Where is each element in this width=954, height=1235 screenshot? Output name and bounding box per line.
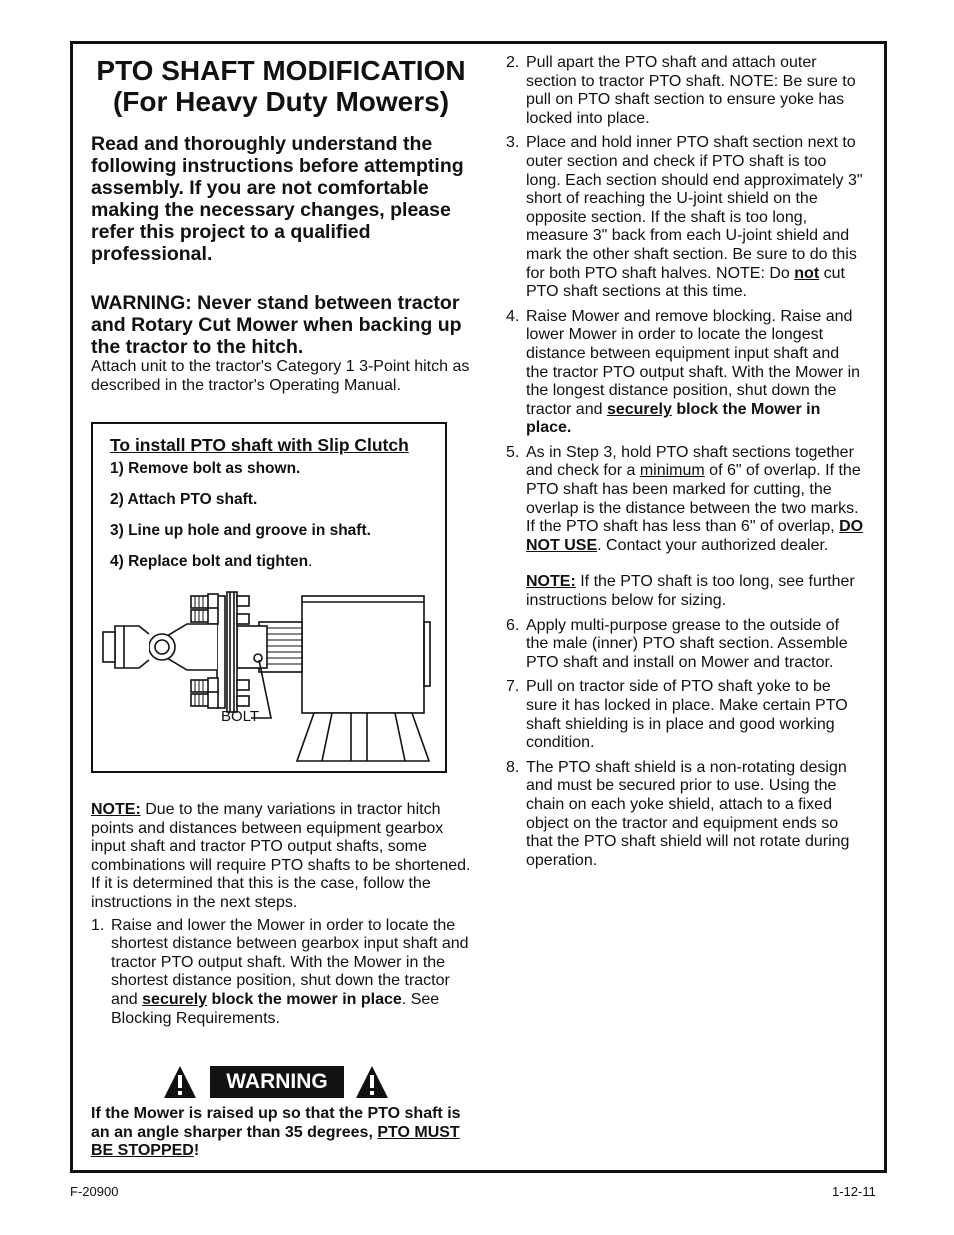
left-column [91, 55, 471, 395]
warning-label: WARNING [210, 1066, 344, 1098]
step-5-note-label: NOTE: [526, 573, 576, 591]
warning-triangle-icon [354, 1064, 390, 1100]
slip-clutch-illustration [99, 584, 439, 764]
step-8: 8. The PTO shaft shield is a non-rotating design and must be secured prior to use. Using the chain on each yoke shield, attach to a fixed object on the tractor and equipment ends so that the PTO shaft shield will not rotate during operation. [506, 758, 850, 869]
step-7: 7. Pull on tractor side of PTO shaft yoke to be sure it has locked in place. Make certain PTO shaft shielding is in place and good working condition. [506, 678, 848, 752]
attach-paragraph: Attach unit to the tractor's Category 1 3-Point hitch as described in the tractor's Operating Manual. [91, 358, 470, 394]
step-4: 4. Raise Mower and remove blocking. Raise and lower Mower in order to locate the longest distance between equipment input shaft and the tractor PTO output shaft. With the Mower in the longest distance position, shut down the tractor and securely block the Mower in place. [506, 307, 861, 437]
slip-clutch-step-3: 3) Line up hole and groove in shaft. [110, 522, 371, 539]
right-steps-list [506, 54, 864, 870]
step-2: 2. Pull apart the PTO shaft and attach outer section to tractor PTO shaft. NOTE: Be sure to pull on PTO shaft section to ensure yoke has locked into place. [506, 54, 856, 127]
page-title [91, 55, 471, 117]
slip-clutch-box [91, 422, 447, 773]
left-lower-column [91, 801, 471, 1028]
left-steps-list [91, 917, 471, 1029]
step-5: 5. As in Step 3, hold PTO shaft sections together and check for a minimum of 6" of overlap. If the PTO shaft has been marked for cutting, the overlap is the distance between the two marks. If the PTO shaft has less than 6" of overlap, DO NOT USE. Contact your authorized dealer. NOTE: If the PTO shaft is too long, see further instructions below for sizing. [506, 443, 864, 610]
title-line-2: (For Heavy Duty Mowers) [112, 86, 450, 117]
step-3: 3. Place and hold inner PTO shaft section next to outer section and check if PTO shaft is too long. Each section should end approximately 3" short of reaching the U-joint shield on the opposite section. If the shaft is too long, measure 3" back from each U-joint shield and mark the other shaft section. Be sure to do this for both PTO shaft halves. NOTE: Do not cut PTO shaft sections at this time. [506, 134, 863, 301]
slip-clutch-title: To install PTO shaft with Slip Clutch [110, 435, 409, 455]
step-1: 1. Raise and lower the Mower in order to locate the shortest distance between gearbox input shaft and tractor PTO output shaft. With the Mower in the shortest distance position, shut down the tractor and securely block the mower in place. See Blocking Requirements. [91, 916, 469, 1027]
warning-heading: WARNING: Never stand between tractor and Rotary Cut Mower when backing up the tractor to the hitch. [91, 292, 462, 358]
note-label: NOTE: [91, 801, 141, 818]
slip-clutch-step-1: 1) Remove bolt as shown. [110, 460, 301, 477]
warning-triangle-icon [162, 1064, 198, 1100]
slip-clutch-step-4: 4) Replace bolt and tighten. [110, 553, 313, 570]
warning-banner [160, 1064, 392, 1100]
footer-date: 1-12-11 [832, 1184, 876, 1199]
lead-paragraph: Read and thoroughly understand the following instructions before attempting assembly. If you are not comfortable making the necessary changes, please refer this project to a qualified professional. [91, 133, 464, 265]
slip-clutch-step-2: 2) Attach PTO shaft. [110, 491, 258, 508]
title-line-1: PTO SHAFT MODIFICATION [96, 55, 466, 86]
right-column [506, 54, 864, 870]
bolt-label: BOLT [221, 708, 260, 725]
warning-text: If the Mower is raised up so that the PTO shaft is an an angle sharper than 35 degrees, PTO MUST BE STOPPED! [91, 1105, 461, 1160]
footer-doc-number: F-20900 [70, 1184, 119, 1199]
step-6: 6. Apply multi-purpose grease to the outside of the male (inner) PTO shaft section. Assemble PTO shaft and install on Mower and tractor. [506, 616, 848, 671]
note-paragraph: NOTE: Due to the many variations in tractor hitch points and distances between equipment gearbox input shaft and tractor PTO output shafts, some combinations will require PTO shafts to be shortened. If it is determined that this is the case, follow the instructions in the next steps. [91, 801, 471, 911]
